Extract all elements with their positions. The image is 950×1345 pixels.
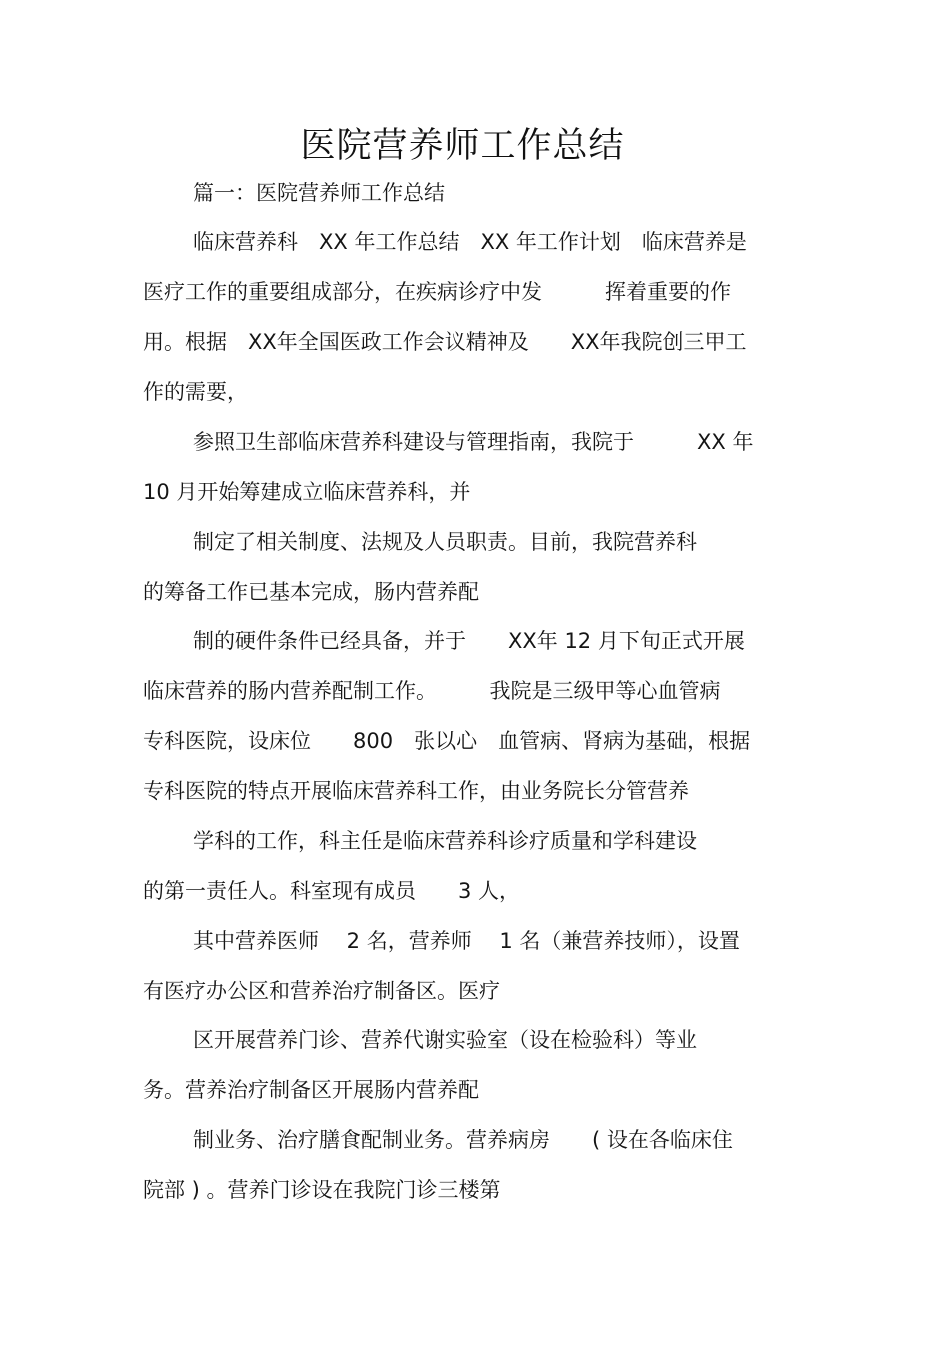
paragraph-line: 其中营养医师 2 名，营养师 1 名（兼营养技师），设置 — [193, 929, 740, 953]
section-heading: 篇一：医院营养师工作总结 — [193, 181, 445, 205]
paragraph-line: 专科医院的特点开展临床营养科工作，由业务院长分管营养 — [143, 779, 689, 803]
paragraph-line: 医疗工作的重要组成部分，在疾病诊疗中发 挥着重要的作 — [143, 280, 731, 304]
paragraph-line: 作的需要， — [143, 380, 248, 404]
paragraph-line: 参照卫生部临床营养科建设与管理指南，我院于 XX 年 — [193, 430, 754, 454]
paragraph-line: 学科的工作，科主任是临床营养科诊疗质量和学科建设 — [193, 829, 697, 853]
paragraph-line: 临床营养科 XX 年工作总结 XX 年工作计划 临床营养是 — [193, 230, 747, 254]
paragraph-line: 务。营养治疗制备区开展肠内营养配 — [143, 1078, 479, 1102]
paragraph-line: 有医疗办公区和营养治疗制备区。医疗 — [143, 979, 500, 1003]
paragraph-line: 制定了相关制度、法规及人员职责。目前，我院营养科 — [193, 530, 697, 554]
paragraph-line: 临床营养的肠内营养配制工作。 我院是三级甲等心血管病 — [143, 679, 721, 703]
paragraph-line: 的筹备工作已基本完成，肠内营养配 — [143, 580, 479, 604]
paragraph-line: 院部 ) 。营养门诊设在我院门诊三楼第 — [143, 1178, 501, 1202]
paragraph-line: 用。根据 XX年全国医政工作会议精神及 XX年我院创三甲工 — [143, 330, 747, 354]
paragraph-line: 10 月开始筹建成立临床营养科，并 — [143, 480, 471, 504]
paragraph-line: 专科医院，设床位 800 张以心 血管病、肾病为基础，根据 — [143, 729, 751, 753]
paragraph-line: 制业务、治疗膳食配制业务。营养病房 ( 设在各临床住 — [193, 1128, 733, 1152]
paragraph-line: 制的硬件条件已经具备，并于 XX年 12 月下旬正式开展 — [193, 629, 745, 653]
paragraph-line: 区开展营养门诊、营养代谢实验室（设在检验科）等业 — [193, 1028, 697, 1052]
document-title: 医院营养师工作总结 — [300, 126, 625, 166]
paragraph-line: 的第一责任人。科室现有成员 3 人， — [143, 879, 521, 903]
